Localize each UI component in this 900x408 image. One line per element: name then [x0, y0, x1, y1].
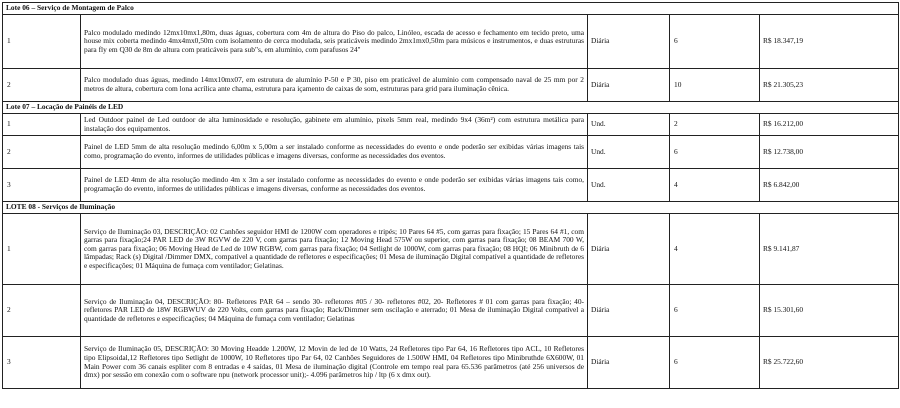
item-quantity: 6	[670, 337, 760, 389]
item-quantity: 6	[670, 15, 760, 69]
lot-header-row	[3, 3, 899, 15]
item-unit: Diária	[588, 15, 670, 69]
item-unit: Und.	[588, 169, 670, 202]
item-description: Serviço de Iluminação 05, DESCRIÇÃO: 30 Moving Headde 1.200W, 12 Movin de led de 10 Watts, 24 Refletores tipo Par 64, 16 Refletores tipo ACL, 10 Refletores tipo Elipsoidal,12 Refletores tipo Setlight de 1000W, 10 Refletores tipo Par 64, 02 Canhões Seguidores de 1.500W HMI, 04 Refletores tipo Minibruthde 6X600W, 01 Main Power com 36 canais espliter com 8 entradas e 4 saídas, 01 Mesa de iluminação digital (Controle em tempo real para 65.536 parâmetros (até 256 universos de dmx) por sessão em conexão com o software npu (network processor unit);- 4.096 parâmetros hip / ltp (6 x dmx out).	[81, 337, 588, 389]
item-unit: Diária	[588, 214, 670, 285]
item-quantity: 4	[670, 214, 760, 285]
table-row	[3, 337, 899, 389]
item-unit: Und.	[588, 136, 670, 169]
table-row	[3, 285, 899, 337]
lot-title: Lote 06 – Serviço de Montagem de Palco	[3, 3, 899, 15]
item-price: R$ 16.212,00	[760, 114, 899, 136]
price-table-sheet	[0, 2, 900, 408]
item-unit: Diária	[588, 285, 670, 337]
item-price: R$ 12.738,00	[760, 136, 899, 169]
item-description: Palco modulado medindo 12mx10mx1,80m, duas águas, cobertura com 4m de altura do Piso do palco, Linóleo, escada de acesso e fechamento em tecido preto, uma house mix coberta medindo 4mx4mx0,50m com isolamento de cerca modulada, seis praticáveis medindo 2mx1mx0,50m para músicos e instrumentos, e duas estruturas para fly em Q30 de 8m de altura com praticáveis para sub"s, em alumínio, com parafusos 24"	[81, 15, 588, 69]
lots-table	[2, 2, 899, 389]
table-row	[3, 169, 899, 202]
item-unit: Diária	[588, 337, 670, 389]
table-row	[3, 136, 899, 169]
item-description: Led Outdoor painel de Led outdoor de alta luminosidade e resolução, gabinete em alumínio, pixels 5mm real, medindo 9x4 (36m²) com estrutura metálica para instalação dos equipamentos.	[81, 114, 588, 136]
lot-title: Lote 07 – Locação de Painéis de LED	[3, 102, 899, 114]
item-number: 2	[3, 285, 81, 337]
item-quantity: 4	[670, 169, 760, 202]
lot-header-row	[3, 202, 899, 214]
item-price: R$ 9.141,87	[760, 214, 899, 285]
item-price: R$ 6.842,00	[760, 169, 899, 202]
item-number: 1	[3, 114, 81, 136]
item-quantity: 10	[670, 69, 760, 102]
lot-title: LOTE 08 - Serviços de Iluminação	[3, 202, 899, 214]
item-quantity: 6	[670, 136, 760, 169]
table-row	[3, 15, 899, 69]
item-unit: Diária	[588, 69, 670, 102]
item-price: R$ 21.305,23	[760, 69, 899, 102]
item-number: 1	[3, 214, 81, 285]
table-row	[3, 114, 899, 136]
item-description: Painel de LED 4mm de alta resolução medindo 4m x 3m a ser instalado conforme as necessidades do evento e onde poderão ser exibidas várias imagens tais como, programação do evento, informes de utilidades públicas e imagens diversas, conforme as necessidades dos eventos.	[81, 169, 588, 202]
table-row	[3, 69, 899, 102]
table-row	[3, 214, 899, 285]
item-quantity: 2	[670, 114, 760, 136]
item-price: R$ 18.347,19	[760, 15, 899, 69]
item-unit: Und.	[588, 114, 670, 136]
item-number: 3	[3, 169, 81, 202]
item-price: R$ 15.301,60	[760, 285, 899, 337]
lot-header-row	[3, 102, 899, 114]
item-price: R$ 25.722,60	[760, 337, 899, 389]
item-description: Painel de LED 5mm de alta resolução medindo 6,00m x 5,00m a ser instalado conforme as necessidades do evento e onde poderão ser exibidas várias imagens tais como, programação do evento, informes de utilidades públicas e imagens diversas, conforme as necessidades dos eventos.	[81, 136, 588, 169]
item-number: 2	[3, 136, 81, 169]
item-description: Serviço de Iluminação 03, DESCRIÇÃO: 02 Canhões seguidor HMI de 1200W com operadores e tripés; 10 Pares 64 #5, com garras para fixação; 15 Pares 64 #1, com garras para fixação;24 PAR LED de 3W RGVW de 220 V, com garras para fixação; 12 Moving Head 575W ou superior, com garras para fixação; 08 BEAM 700 W, com garras para fixação; 06 Moving Head de Led de 10W RGBW, com garras para fixação; 04 Setlight de 1000W, com garras para fixação; 08 HQI; 06 Minibruth de 6 lâmpadas; Rack (s) Digital /Dimmer DMX, compatível a quantidade de refletores e especificações; 01 Mesa de iluminação Digital compatível a quantidade de refletores e especificações; 01 Máquina de fumaça com ventilador; Gelatinas.	[81, 214, 588, 285]
item-description: Serviço de Iluminação 04, DESCRIÇÃO: 80- Refletores PAR 64 – sendo 30- refletores #05 / 30- refletores #02, 20- Refletores # 01 com garras para fixação; 40- refletores PAR LED de 18W RGBWUV de 220 Volts, com garras para fixação; Rack/Dimmer sem oscilação e aterrado; 01 Mesa de iluminação Digital compatível a quantidade de refletores e especificações; 04 Máquina de fumaça com ventilador; Gelatinas	[81, 285, 588, 337]
item-number: 2	[3, 69, 81, 102]
item-description: Palco modulado duas águas, medindo 14mx10mx07, em estrutura de alumínio P-50 e P 30, piso em praticável de alumínio com compensado naval de 25 mm por 2 metros de altura, cobertura com lona acrílica ante chama, estrutura para içamento de caixas de som, estruturas para grid para iluminação cênica.	[81, 69, 588, 102]
item-quantity: 6	[670, 285, 760, 337]
item-number: 3	[3, 337, 81, 389]
item-number: 1	[3, 15, 81, 69]
